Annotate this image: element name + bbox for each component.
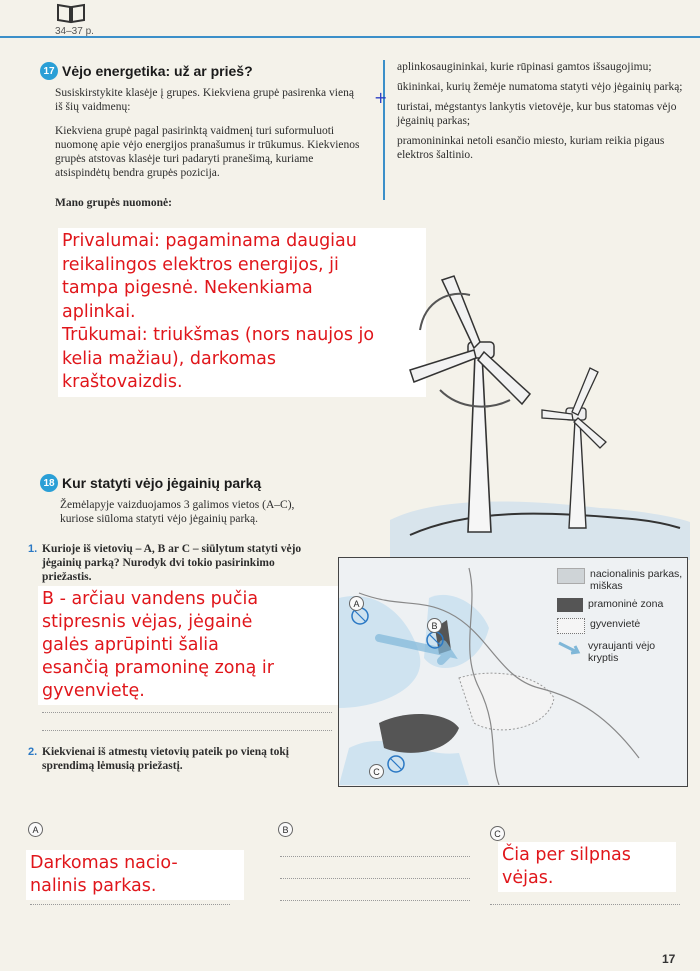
legend-label: gyvenvietė: [590, 618, 641, 630]
answer-line: vėjas.: [502, 868, 554, 888]
question-1-text: Kurioje iš vietovių – A, B ar C – siūlytum statyti vėjo jėgainių parką? Nurodyk dvi tokio pasirinkimo priežastis.: [42, 543, 302, 583]
section-17-instruction: Kiekviena grupė pagal pasirinktą vaidmenį turi suformuluoti nuomonę apie vėjo energijos pranašumus ir trūkumus. Kiekvienos grupės atstovas klasėje turi padaryti pranešimą, kuriame atsispindėtų bendra grupės pozicija.: [55, 125, 360, 179]
book-icon: [56, 2, 86, 29]
map-site-a: A: [349, 596, 364, 611]
section-17-intro: Susiskirstykite klasėje į grupes. Kiekviena grupė pasirenka vieną iš šių vaidmenų:: [55, 87, 354, 113]
roles-box: [383, 60, 683, 200]
answer-line: Čia per silpnas: [502, 845, 631, 865]
answer-line: gyvenvietę.: [42, 681, 145, 701]
answer-line-blank: [42, 712, 332, 713]
legend-swatch-park: [557, 568, 585, 584]
answer-line-blank: [490, 904, 680, 905]
answer-line: Privalumai: pagaminama daugiau: [62, 231, 357, 251]
wind-turbine-illustration: [380, 270, 690, 565]
answer-line: Trūkumai: triukšmas (nors naujos jo: [62, 325, 375, 345]
answer-line: galės aprūpinti šalia: [42, 635, 219, 655]
map-legend: [557, 568, 685, 664]
section-18-badge: 18: [40, 474, 58, 492]
legend-label: vyraujanti vėjo kryptis: [588, 640, 656, 664]
answer-line: tampa pigesnė. Nekenkiama: [62, 278, 313, 298]
answer-line-blank: [280, 856, 470, 857]
question-2-text: Kiekvienai iš atmestų vietovių pateik po vieną tokį sprendimą lėmusią priežastį.: [42, 746, 289, 772]
site-map: [338, 557, 688, 787]
answer-line: Darkomas nacio-: [30, 853, 178, 873]
page-reference: 34–37 p.: [55, 26, 94, 37]
legend-swatch-industrial: [557, 598, 583, 612]
answer-line: nalinis parkas.: [30, 876, 157, 896]
selected-role-mark: +: [374, 88, 388, 107]
section-18-title: Kur statyti vėjo jėgainių parką: [62, 475, 262, 491]
section-17-title: Vėjo energetika: už ar prieš?: [62, 63, 253, 79]
section-18-intro: Žemėlapyje vaizduojamos 3 galimos vietos (A–C), kuriose siūloma statyti vėjo jėgainių parką.: [60, 499, 295, 525]
section-17-badge: 17: [40, 62, 58, 80]
answer-line: B - arčiau vandens pučia: [42, 589, 259, 609]
role-item: pramonininkai netoli esančio miesto, kuriam reikia pigaus elektros šaltinio.: [397, 135, 665, 161]
legend-label: nacionalinis parkas, miškas: [590, 568, 683, 592]
map-site-c: C: [369, 764, 384, 779]
answer-line-blank: [30, 904, 230, 905]
option-a-answer: [26, 850, 244, 900]
opinion-answer: [58, 228, 426, 397]
question-2-number: 2.: [28, 746, 38, 758]
question-1-number: 1.: [28, 543, 38, 555]
answer-line: aplinkai.: [62, 301, 136, 322]
role-item: ūkininkai, kurių žemėje numatoma statyti vėjo jėgainių parką;: [397, 81, 683, 93]
option-b-marker: B: [278, 822, 293, 837]
opinion-label: Mano grupės nuomonė:: [55, 197, 172, 209]
answer-line: kelia mažiau), darkomas: [62, 348, 277, 369]
legend-label: pramoninė zona: [588, 598, 664, 610]
option-c-answer: [498, 842, 676, 892]
answer-line-blank: [42, 730, 332, 731]
answer-line: reikalingos elektros energijos, ji: [62, 254, 339, 275]
answer-line-blank: [280, 878, 470, 879]
role-item: aplinkosaugininkai, kurie rūpinasi gamtos išsaugojimu;: [397, 61, 652, 73]
answer-line: stipresnis vėjas, jėgainė: [42, 612, 253, 632]
answer-line: esančią pramoninę zoną ir: [42, 658, 274, 678]
map-site-b: B: [427, 618, 442, 633]
role-item: turistai, mėgstantys lankytis vietovėje, kur bus statomas vėjo jėgainių parkas;: [397, 101, 677, 127]
answer-line-blank: [280, 900, 470, 901]
question-1-answer: [38, 586, 338, 705]
wind-direction-arrow-icon: [557, 640, 583, 656]
top-rule: [0, 36, 700, 38]
answer-line: kraštovaizdis.: [62, 372, 183, 392]
option-a-marker: A: [28, 822, 43, 837]
page-number: 17: [662, 952, 676, 966]
option-c-marker: C: [490, 826, 505, 841]
legend-swatch-settlement: [557, 618, 585, 634]
